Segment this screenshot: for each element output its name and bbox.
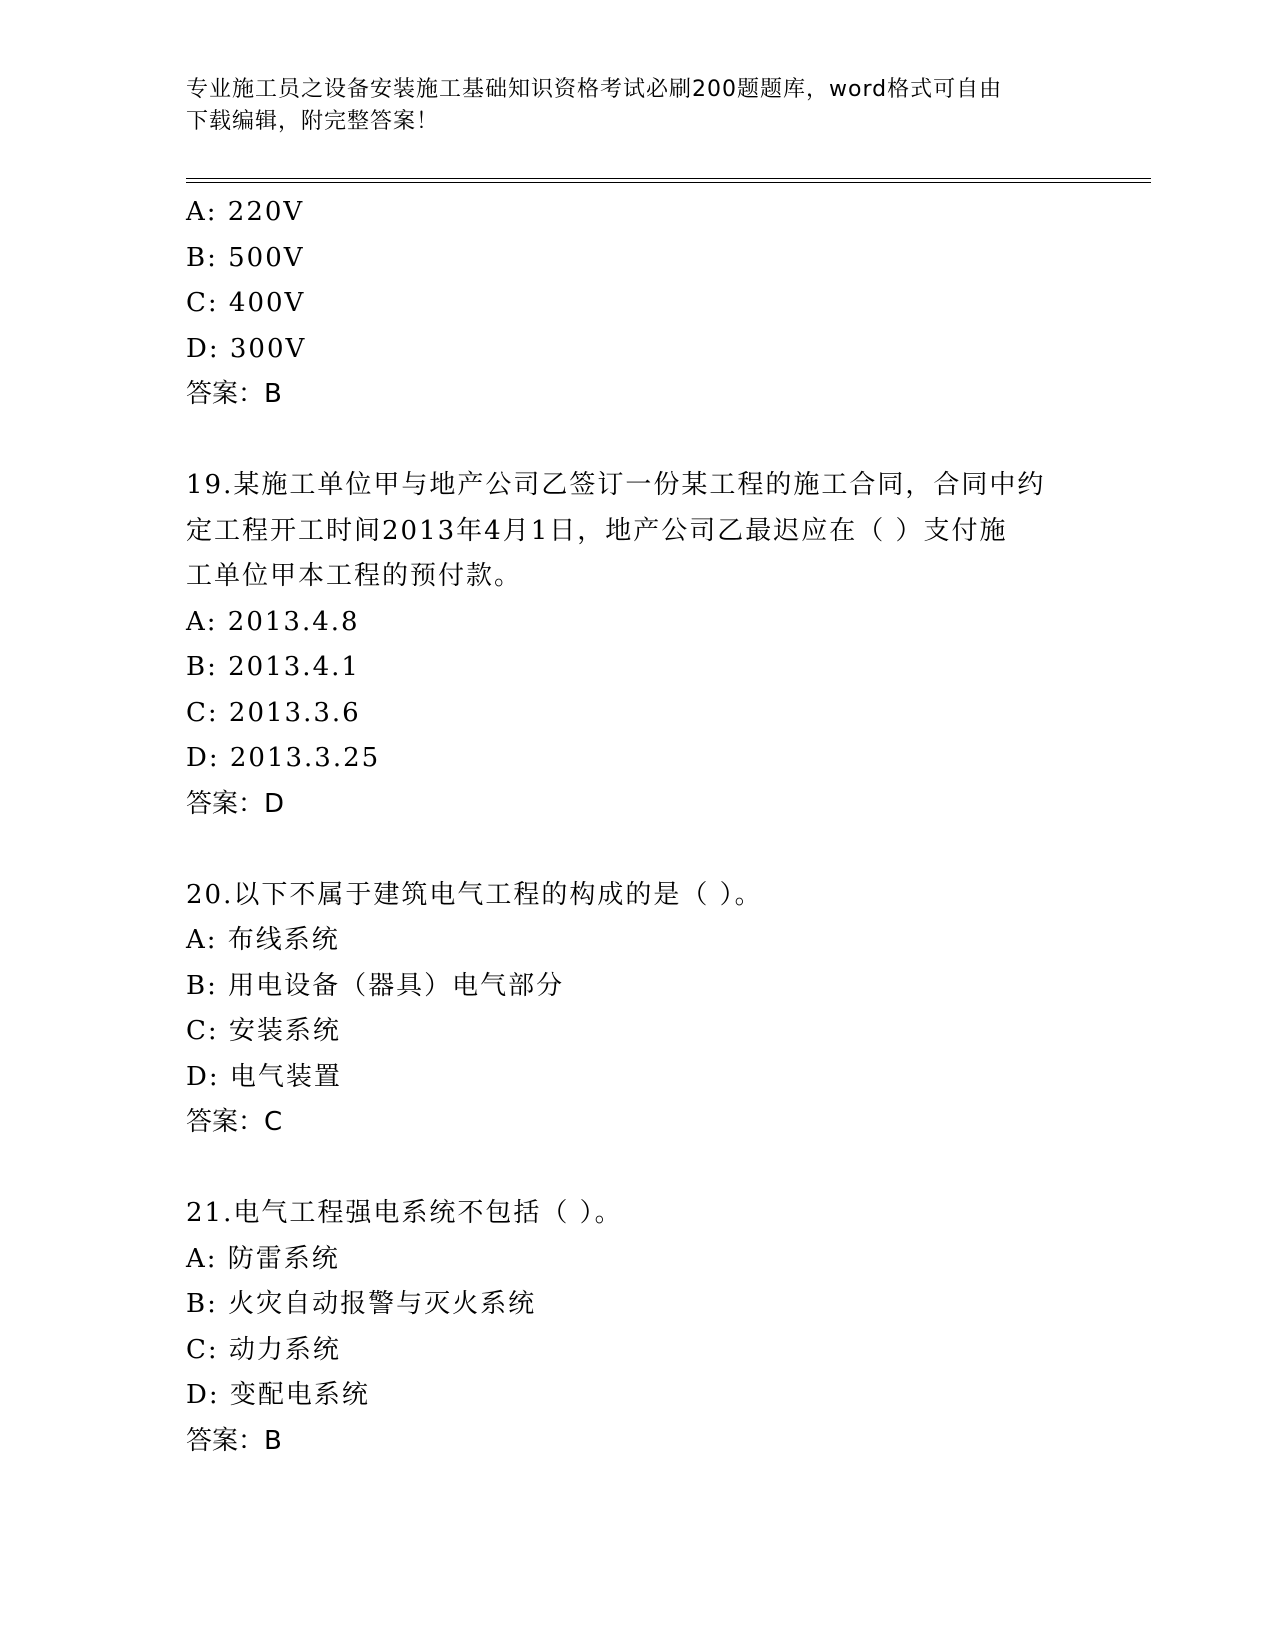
answer-line: 答案：D [186,788,285,819]
question-list [186,190,1086,1464]
option-b: B: 用电设备（器具）电气部分 [186,970,565,1001]
option-b: B: 500V [186,242,305,273]
question-21 [186,1191,1086,1464]
option-b: B: 2013.4.1 [186,652,360,682]
option-a: A: 防雷系统 [186,1243,340,1274]
option-a: A: 2013.4.8 [186,606,360,637]
document-header [186,74,1066,138]
answer-line: 答案：B [186,1425,282,1456]
question-text-line: 定工程开工时间2013年4月1日，地产公司乙最迟应在（ ）支付施 [186,515,1008,546]
option-d: D: 电气装置 [186,1061,342,1092]
header-divider-secondary [186,182,1151,183]
header-title-line-2: 下载编辑，附完整答案！ [186,109,440,134]
spacer [186,827,1086,873]
option-c: C: 400V [186,288,306,318]
spacer [186,1146,1086,1192]
option-c: C: 动力系统 [186,1334,341,1365]
answer-line: 答案：C [186,1107,283,1137]
option-d: D: 2013.3.25 [186,743,381,773]
question-19 [186,463,1086,827]
option-d: D: 变配电系统 [186,1380,370,1410]
question-18 [186,190,1086,418]
option-b: B: 火灾自动报警与灭火系统 [186,1289,537,1319]
question-text-line: 21.电气工程强电系统不包括（ ）。 [186,1198,623,1228]
header-title-line-1: 专业施工员之设备安装施工基础知识资格考试必刷200题题库，word格式可自由 [186,77,1003,102]
option-c: C: 2013.3.6 [186,697,361,728]
option-c: C: 安装系统 [186,1016,341,1046]
header-divider [186,178,1151,179]
question-text-line: 19.某施工单位甲与地产公司乙签订一份某工程的施工合同，合同中约 [186,470,1046,500]
spacer [186,418,1086,464]
answer-line: 答案：B [186,379,282,409]
option-a: A: 布线系统 [186,925,340,955]
question-20 [186,873,1086,1146]
question-text-line: 工单位甲本工程的预付款。 [186,561,523,591]
option-a: A: 220V [186,197,305,227]
option-d: D: 300V [186,333,307,364]
question-text-line: 20.以下不属于建筑电气工程的构成的是（ ）。 [186,879,763,910]
